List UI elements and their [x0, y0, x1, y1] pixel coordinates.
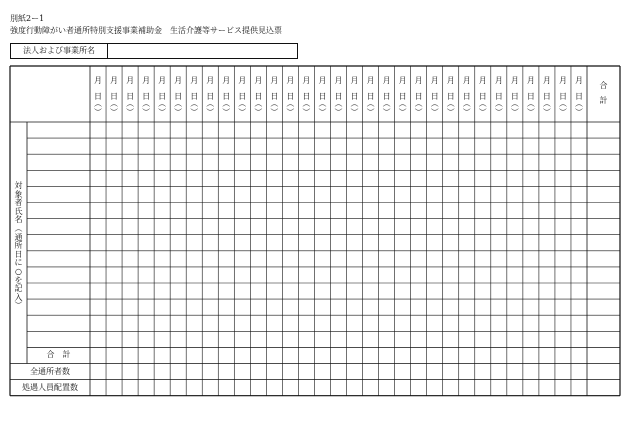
day-header-paren-open: ︵: [238, 99, 247, 108]
day-header-paren-open: ︵: [206, 99, 215, 108]
corporation-name-label: 法人および事業所名: [11, 44, 108, 58]
day-header-paren-close: ︶: [462, 108, 471, 117]
day-header-month: 月: [366, 76, 375, 85]
day-header-paren-close: ︶: [206, 108, 215, 117]
day-header-paren-open: ︵: [366, 99, 375, 108]
day-header-paren-close: ︶: [190, 108, 199, 117]
day-header-paren-close: ︶: [254, 108, 263, 117]
day-header-paren-close: ︶: [286, 108, 295, 117]
day-header-paren-close: ︶: [398, 108, 407, 117]
day-header-day: 日: [270, 92, 279, 101]
day-header-paren-close: ︶: [558, 108, 567, 117]
day-header-paren-open: ︵: [414, 99, 423, 108]
day-header-day: 日: [238, 92, 247, 101]
day-header-day: 日: [494, 92, 503, 101]
day-header-paren-open: ︵: [254, 99, 263, 108]
day-header-day: 日: [574, 92, 583, 101]
day-header-day: 日: [510, 92, 519, 101]
day-header-paren-open: ︵: [478, 99, 487, 108]
day-header-paren-open: ︵: [526, 99, 535, 108]
day-header-paren-open: ︵: [126, 99, 135, 108]
day-header-month: 月: [414, 76, 423, 85]
day-header-paren-open: ︵: [270, 99, 279, 108]
day-header-paren-open: ︵: [382, 99, 391, 108]
day-header-paren-open: ︵: [334, 99, 343, 108]
day-header-paren-close: ︶: [574, 108, 583, 117]
day-header-paren-close: ︶: [318, 108, 327, 117]
day-header-paren-open: ︵: [94, 99, 103, 108]
day-header-day: 日: [286, 92, 295, 101]
day-header-day: 日: [350, 92, 359, 101]
day-header-paren-open: ︵: [558, 99, 567, 108]
day-header-paren-open: ︵: [430, 99, 439, 108]
day-header-month: 月: [430, 76, 439, 85]
day-header-paren-close: ︶: [382, 108, 391, 117]
day-header-month: 月: [510, 76, 519, 85]
day-header-paren-close: ︶: [270, 108, 279, 117]
day-header-day: 日: [158, 92, 167, 101]
day-header-month: 月: [478, 76, 487, 85]
day-header-paren-close: ︶: [94, 108, 103, 117]
day-header-day: 日: [190, 92, 199, 101]
day-header-paren-open: ︵: [350, 99, 359, 108]
day-header-paren-close: ︶: [494, 108, 503, 117]
day-header-paren-close: ︶: [366, 108, 375, 117]
day-header-month: 月: [238, 76, 247, 85]
day-header-month: 月: [142, 76, 151, 85]
day-header-paren-open: ︵: [510, 99, 519, 108]
day-header-paren-open: ︵: [398, 99, 407, 108]
day-header-day: 日: [142, 92, 151, 101]
day-header-month: 月: [334, 76, 343, 85]
day-header-paren-close: ︶: [430, 108, 439, 117]
total-header-top: 合: [599, 81, 608, 90]
day-header-day: 日: [398, 92, 407, 101]
day-header-day: 日: [302, 92, 311, 101]
day-header-month: 月: [446, 76, 455, 85]
day-header-month: 月: [382, 76, 391, 85]
day-header-paren-close: ︶: [222, 108, 231, 117]
day-header-month: 月: [286, 76, 295, 85]
day-header-month: 月: [526, 76, 535, 85]
day-header-paren-open: ︵: [158, 99, 167, 108]
day-header-month: 月: [254, 76, 263, 85]
day-header-day: 日: [174, 92, 183, 101]
day-header-month: 月: [158, 76, 167, 85]
day-header-paren-close: ︶: [414, 108, 423, 117]
day-header-month: 月: [318, 76, 327, 85]
day-header-month: 月: [462, 76, 471, 85]
day-header-paren-open: ︵: [222, 99, 231, 108]
day-header-paren-open: ︵: [174, 99, 183, 108]
form-number-label: 別紙2ー1: [10, 14, 45, 23]
day-header-day: 日: [478, 92, 487, 101]
day-header-day: 日: [110, 92, 119, 101]
day-header-day: 日: [414, 92, 423, 101]
day-header-day: 日: [334, 92, 343, 101]
day-header-paren-close: ︶: [510, 108, 519, 117]
day-header-paren-open: ︵: [574, 99, 583, 108]
day-header-paren-close: ︶: [446, 108, 455, 117]
day-header-day: 日: [206, 92, 215, 101]
day-header-day: 日: [462, 92, 471, 101]
day-header-month: 月: [222, 76, 231, 85]
day-header-day: 日: [526, 92, 535, 101]
day-header-paren-close: ︶: [110, 108, 119, 117]
day-header-month: 月: [574, 76, 583, 85]
form-title: 強度行動障がい者通所特別支援事業補助金 生活介護等サービス提供見込票: [10, 26, 282, 35]
total-header-bottom: 計: [599, 96, 608, 105]
day-header-paren-open: ︵: [462, 99, 471, 108]
day-header-paren-open: ︵: [110, 99, 119, 108]
day-header-paren-close: ︶: [174, 108, 183, 117]
day-header-day: 日: [126, 92, 135, 101]
day-header-day: 日: [542, 92, 551, 101]
day-header-paren-close: ︶: [334, 108, 343, 117]
day-header-day: 日: [558, 92, 567, 101]
day-header-day: 日: [446, 92, 455, 101]
day-header-paren-close: ︶: [158, 108, 167, 117]
day-header-month: 月: [494, 76, 503, 85]
day-header-month: 月: [94, 76, 103, 85]
day-header-paren-close: ︶: [126, 108, 135, 117]
day-header-paren-close: ︶: [238, 108, 247, 117]
day-header-month: 月: [206, 76, 215, 85]
day-header-month: 月: [302, 76, 311, 85]
subtotal-label: 合 計: [46, 350, 71, 360]
day-header-paren-open: ︵: [446, 99, 455, 108]
row-group-label: 対 象 者 氏 名 ︵ 通 所 日 に ○ を 記 入 ︶: [14, 181, 23, 311]
day-header-paren-open: ︵: [286, 99, 295, 108]
day-header-month: 月: [350, 76, 359, 85]
day-header-month: 月: [190, 76, 199, 85]
day-header-paren-close: ︶: [542, 108, 551, 117]
day-header-month: 月: [558, 76, 567, 85]
day-header-paren-open: ︵: [542, 99, 551, 108]
day-header-paren-close: ︶: [302, 108, 311, 117]
day-header-day: 日: [254, 92, 263, 101]
day-header-day: 日: [222, 92, 231, 101]
day-header-month: 月: [110, 76, 119, 85]
day-header-day: 日: [366, 92, 375, 101]
day-header-paren-close: ︶: [142, 108, 151, 117]
day-header-paren-close: ︶: [350, 108, 359, 117]
day-header-paren-open: ︵: [494, 99, 503, 108]
day-header-paren-close: ︶: [526, 108, 535, 117]
day-header-month: 月: [174, 76, 183, 85]
day-header-paren-open: ︵: [142, 99, 151, 108]
day-header-month: 月: [270, 76, 279, 85]
day-header-paren-open: ︵: [302, 99, 311, 108]
day-header-day: 日: [430, 92, 439, 101]
day-header-paren-open: ︵: [190, 99, 199, 108]
day-header-month: 月: [398, 76, 407, 85]
day-header-month: 月: [542, 76, 551, 85]
footer-row-label: 処遇人員配置数: [22, 382, 78, 392]
day-header-day: 日: [94, 92, 103, 101]
footer-row-label: 全通所者数: [30, 366, 70, 376]
day-header-paren-close: ︶: [478, 108, 487, 117]
day-header-paren-open: ︵: [318, 99, 327, 108]
day-header-day: 日: [382, 92, 391, 101]
day-header-month: 月: [126, 76, 135, 85]
day-header-day: 日: [318, 92, 327, 101]
